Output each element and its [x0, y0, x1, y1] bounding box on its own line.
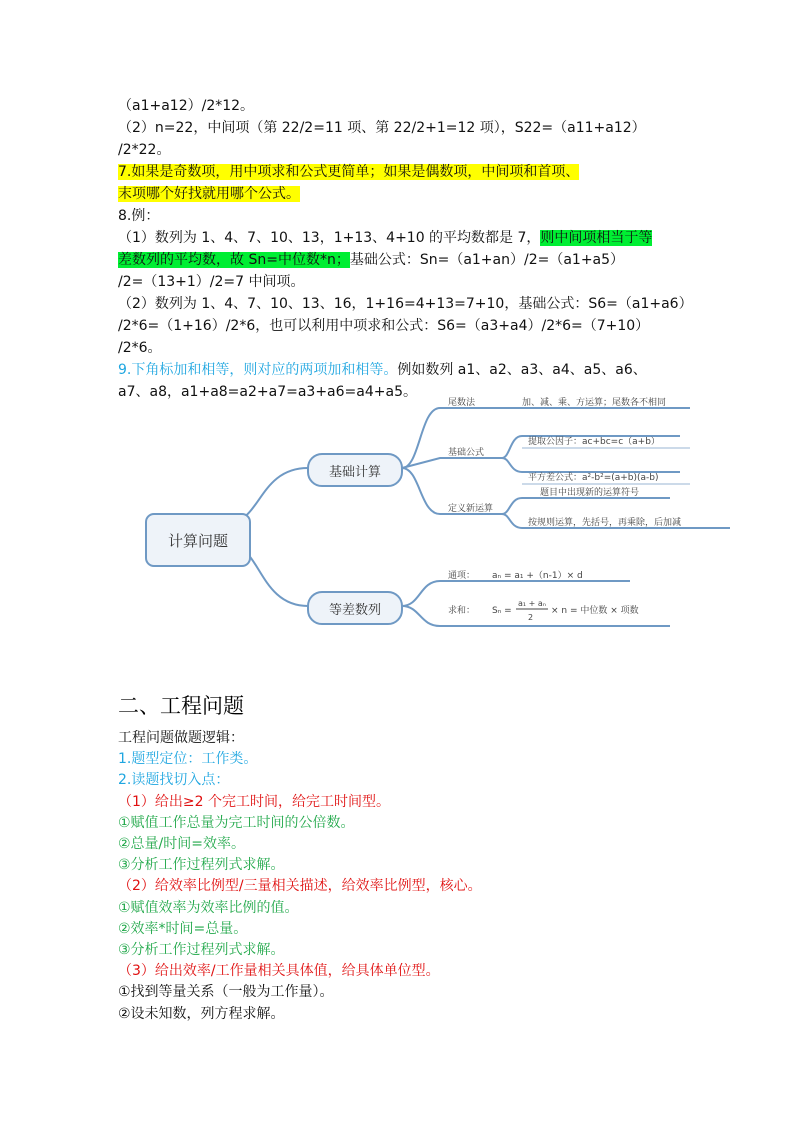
section2-line: ②效率*时间=总量。: [118, 921, 248, 937]
leaf-newop-1: 题目中出现新的运算符号: [540, 488, 640, 498]
blue-text: 9.下角标加和相等，则对应的两项加和相等。: [118, 362, 398, 378]
text-line: [118, 228, 652, 249]
section-heading: 二、工程问题: [118, 694, 244, 718]
leaf-sum-left: Sₙ =: [492, 606, 512, 616]
section2-line: ②设未知数，列方程求解。: [118, 1006, 285, 1022]
highlighted-text: 7.如果是奇数项，用中项求和公式更简单；如果是偶数项，中间项和首项、: [118, 164, 580, 180]
section2-line: （2）给效率比例型/三量相关描述，给效率比例型，核心。: [118, 878, 482, 894]
leaf-square: 平方差公式：a²-b²=(a+b)(a-b): [528, 473, 659, 483]
section2-line: ①找到等量关系（一般为工作量）。: [118, 984, 334, 1000]
leaf-newop-2: 按规则运算，先括号，再乘除，后加减: [528, 518, 682, 528]
text-line: /2*6。: [118, 340, 162, 356]
text-line: （a1+a12）/2*12。: [118, 98, 255, 114]
root-node-label: 计算问题: [167, 532, 229, 550]
highlighted-text: 末项哪个好找就用哪个公式。: [118, 186, 300, 202]
leaf-sum-numerator: a₁ + aₙ: [518, 599, 546, 608]
section2-line: 1.题型定位：工作类。: [118, 751, 258, 767]
text-line: /2*22。: [118, 142, 171, 158]
leaf-sum-right: × n = 中位数 × 项数: [551, 606, 639, 616]
text-line: 8.例：: [118, 208, 160, 224]
leaf-formula: 基础公式: [448, 448, 485, 458]
text-span: 基础公式：Sn=（a1+an）/2=（a1+a5）: [349, 252, 625, 268]
branch-arith-label: 等差数列: [328, 603, 382, 618]
leaf-newop: 定义新运算: [448, 504, 494, 514]
text-line: /2*6=（1+16）/2*6，也可以利用中项求和公式：S6=（a3+a4）/2*6=（7+10）: [118, 318, 650, 334]
section2-line: ③分析工作过程列式求解。: [118, 942, 285, 958]
text-span: 例如数列 a1、a2、a3、a4、a5、a6、: [397, 362, 647, 378]
text-line: [118, 250, 624, 271]
text-line: a7、a8，a1+a8=a2+a7=a3+a6=a4+a5。: [118, 384, 417, 400]
highlighted-text: 则中间项相当于等: [540, 230, 653, 246]
leaf-factor: 提取公因子：ac+bc=c（a+b）: [528, 437, 660, 447]
branch-basic-label: 基础计算: [328, 465, 382, 480]
section2-line: （1）给出≥2 个完工时间，给完工时间型。: [118, 794, 390, 810]
leaf-tail-desc: 加、减、乘、方运算；尾数各不相同: [522, 398, 667, 408]
section2-line: 工程问题做题逻辑：: [118, 730, 244, 746]
leaf-general-formula: aₙ = a₁ +（n-1）× d: [492, 571, 583, 581]
leaf-sum-denominator: 2: [528, 613, 534, 622]
text-line: （2）n=22，中间项（第 22/2=11 项、第 22/2+1=12 项），S22=（a11+a12）: [118, 120, 646, 136]
text-line: （2）数列为 1、4、7、10、13、16，1+16=4+13=7+10，基础公式：S6=（a1+a6）: [118, 296, 693, 312]
section2-line: 2.读题找切入点：: [118, 772, 230, 788]
text-span: （1）数列为 1、4、7、10、13，1+13、4+10 的平均数都是 7，: [118, 230, 541, 246]
section2-line: ①赋值效率为效率比例的值。: [118, 900, 299, 916]
leaf-general-label: 通项：: [448, 571, 476, 581]
mindmap-figure: [130, 396, 735, 634]
section2-line: ③分析工作过程列式求解。: [118, 857, 285, 873]
leaf-sum-label: 求和：: [448, 606, 476, 616]
text-line: /2=（13+1）/2=7 中间项。: [118, 274, 305, 290]
section2-line: ②总量/时间=效率。: [118, 836, 245, 852]
text-line: [118, 360, 647, 381]
section2-line: （3）给出效率/工作量相关具体值，给具体单位型。: [118, 963, 440, 979]
mindmap-svg: [130, 396, 735, 634]
section2-line: ①赋值工作总量为完工时间的公倍数。: [118, 815, 355, 831]
leaf-tail: 尾数法: [448, 398, 476, 408]
highlight-line: [118, 184, 300, 205]
highlighted-text: 差数列的平均数，故 Sn=中位数*n；: [118, 252, 350, 268]
highlight-line: [118, 162, 579, 183]
